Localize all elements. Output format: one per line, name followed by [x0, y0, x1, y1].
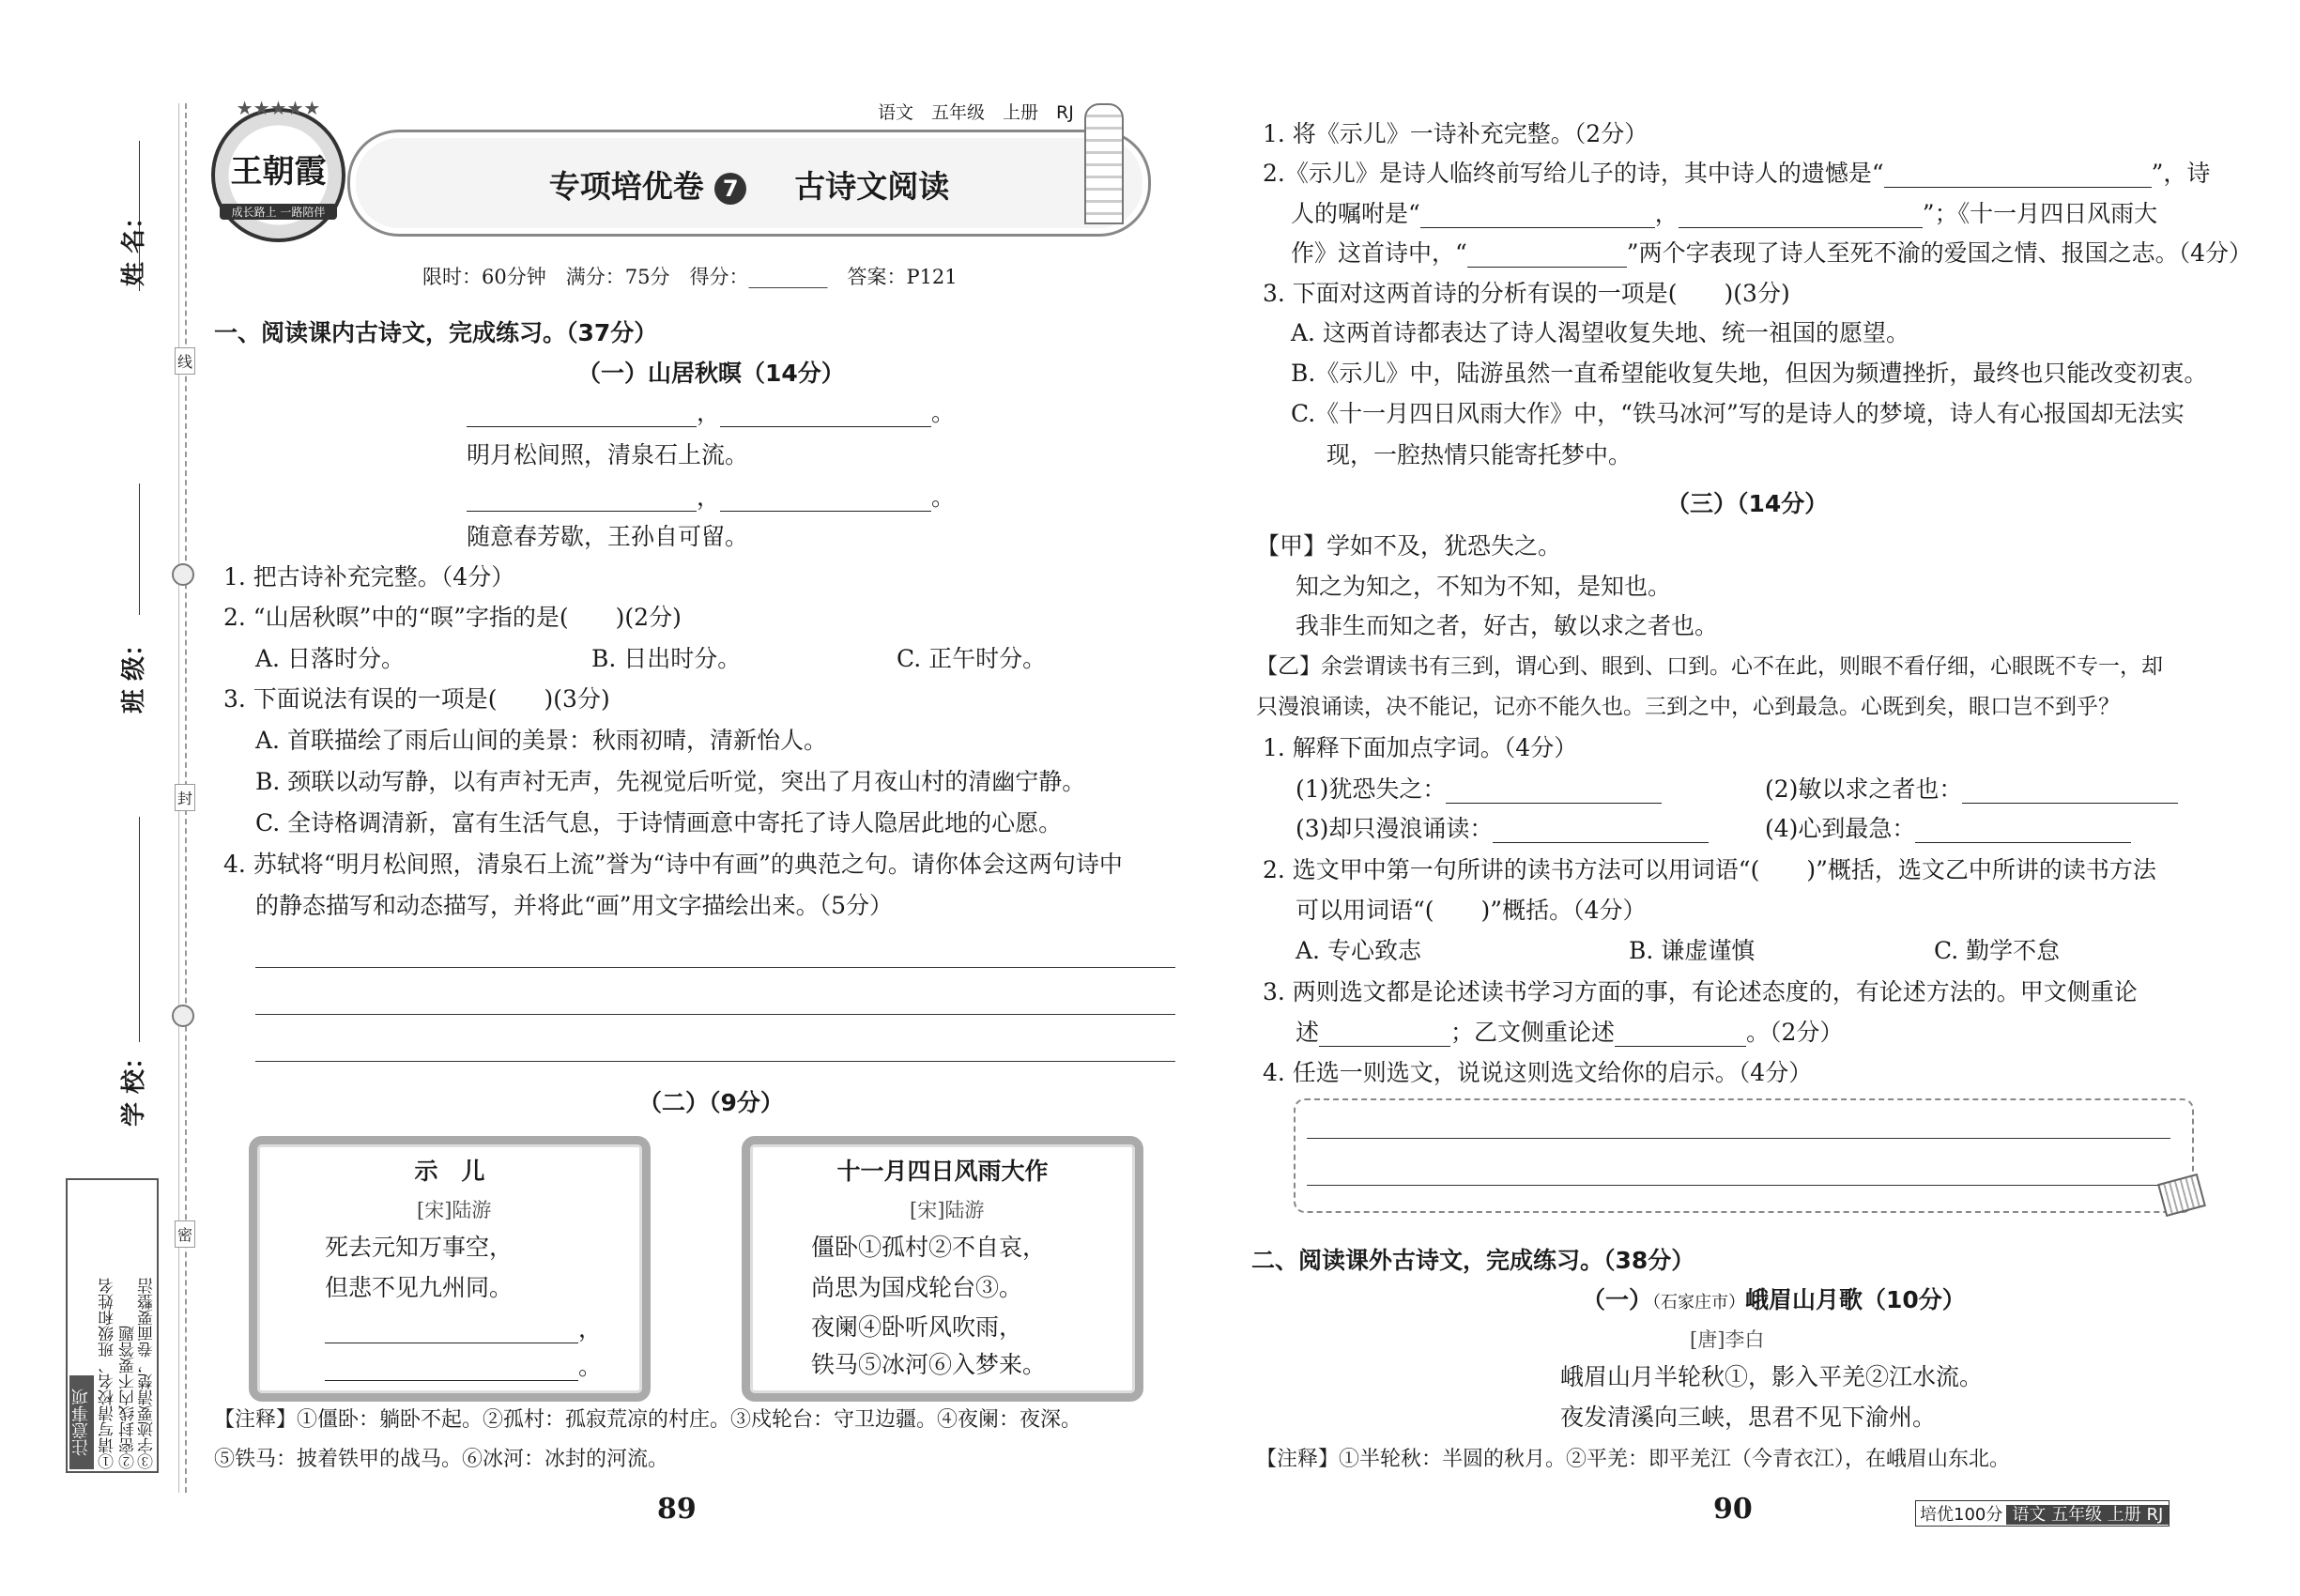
s-question-3-line1: 3. 两则选文都是论述读书学习方面的事，有论述态度的，有论述方法的。甲文侧重论 — [1263, 978, 2138, 1005]
notes-title: 注意事项 — [69, 1375, 94, 1469]
lighthouse-icon — [1084, 103, 1124, 224]
s2-option-b: B. 谦虚谨慎 — [1629, 937, 1756, 964]
cut-mark-xian: 线 — [175, 347, 195, 375]
r-question-2-line1: 2.《示儿》是诗人临终前写给儿子的诗，其中诗人的遗憾是“ ”，诗 — [1263, 160, 2211, 187]
s-question-2-line2: 可以用词语“( )”概括。（4分） — [1296, 897, 1647, 924]
poem-c-line2: 夜发清溪向三峡，思君不见下渝州。 — [1560, 1404, 1937, 1431]
answer-blank[interactable] — [467, 404, 697, 427]
s1-item-1: (1)犹恐失之： — [1296, 775, 1662, 804]
s1-item-2: (2)敏以求之者也： — [1765, 775, 2178, 804]
question-3: 3. 下面说法有误的一项是( )(3分) — [223, 685, 610, 713]
answer-blank[interactable] — [1679, 205, 1923, 228]
r-question-3: 3. 下面对这两首诗的分析有误的一项是( )(3分) — [1263, 280, 1790, 307]
answer-blank[interactable] — [1915, 820, 2131, 843]
logo-text: 王朝霞 — [230, 153, 327, 191]
poem1-line3-blanks: ， 。 — [467, 483, 955, 512]
section-2-heading: 二、阅读课外古诗文，完成练习。（38分） — [1251, 1247, 1695, 1274]
title-number-badge: 7 — [714, 173, 746, 205]
text-yi-1: 【乙】余尝谓读书有三到，谓心到、眼到、口到。心不在此，则眼不看仔细，心眼既不专一，却 — [1256, 654, 2163, 679]
class-label: 班 级： — [120, 631, 148, 714]
answer-blank[interactable] — [1493, 820, 1709, 843]
poem-a-author: [宋]陆游 — [417, 1199, 492, 1221]
text-jia-1: 【甲】学如不及，犹恐失之。 — [1256, 532, 1562, 560]
exam-meta: 限时：60分钟 满分：75分 得分：________ 答案：P121 — [422, 266, 958, 288]
s2-option-a: A. 专心致志 — [1296, 937, 1421, 964]
page-number-right: 90 — [1713, 1493, 1753, 1526]
answer-blank[interactable] — [1420, 205, 1655, 228]
answer-blank[interactable] — [467, 488, 697, 512]
answer-blank[interactable] — [1319, 1023, 1450, 1047]
poem-a-title: 示 儿 — [414, 1158, 485, 1185]
answer-blank[interactable] — [720, 488, 931, 512]
s-question-4: 4. 任选一则选文，说说这则选文给你的启示。（4分） — [1263, 1059, 1813, 1086]
answer-line[interactable] — [255, 1014, 1175, 1015]
poem-a-line2: 但悲不见九州同。 — [325, 1274, 514, 1301]
part-1-title: （一）山居秋暝（14分） — [577, 360, 845, 387]
note-3: ③字迹要清楚，卷面要整洁 — [138, 1278, 157, 1469]
binding-circle-icon — [172, 1005, 194, 1027]
notes-box — [66, 1178, 159, 1473]
poem1-line1-blanks: ， 。 — [467, 399, 955, 427]
footer-info: 语文 五年级 上册 RJ — [2006, 1505, 2169, 1525]
page-number-left: 89 — [657, 1493, 697, 1526]
school-underline — [139, 817, 140, 1042]
logo — [211, 97, 345, 242]
class-underline — [139, 483, 140, 615]
answer-line[interactable] — [255, 1061, 1175, 1062]
text-jia-2: 知之为知之，不知为不知，是知也。 — [1296, 573, 1672, 600]
r3-option-b: B.《示儿》中，陆游虽然一直希望能收复失地，但因为频遭挫折，最终也只能改变初衷。 — [1291, 360, 2208, 387]
cut-mark-feng: 封 — [175, 784, 195, 811]
note-1: ①请写清校名、班级和姓名 — [99, 1278, 117, 1469]
question-1: 1. 把古诗补充完整。（4分） — [223, 563, 515, 591]
answer-line[interactable] — [1307, 1138, 2170, 1139]
part-3-title: （三）（14分） — [1666, 490, 1829, 517]
q3-option-a: A. 首联描绘了雨后山间的美景：秋雨初晴，清新怡人。 — [255, 727, 827, 754]
s2-option-c: C. 勤学不怠 — [1934, 937, 2061, 964]
part-4-title: （一）（石家庄市）峨眉山月歌（10分） — [1582, 1286, 1966, 1313]
footer-brand: 培优100分 — [1920, 1505, 2003, 1525]
poem1-line4: 随意春芳歇，王孙自可留。 — [467, 523, 749, 550]
q2-option-b: B. 日出时分。 — [591, 645, 742, 672]
q3-option-c: C. 全诗格调清新，富有生活气息，于诗情画意中寄托了诗人隐居此地的心愿。 — [255, 809, 1063, 836]
section-1-heading: 一、阅读课内古诗文，完成练习。（37分） — [214, 319, 658, 346]
question-4-line1: 4. 苏轼将“明月松间照，清泉石上流”誉为“诗中有画”的典范之句。请你体会这两句诗中 — [223, 851, 1123, 878]
poem-box-shier — [249, 1136, 651, 1402]
s-question-3-line2: 述 ；乙文侧重论述 。（2分） — [1296, 1019, 1844, 1046]
poem-b-line4: 铁马⑤冰河⑥入梦来。 — [811, 1351, 1047, 1378]
poem-a-blank4: 。 — [325, 1353, 602, 1381]
poem-box-fengyu — [742, 1136, 1143, 1402]
answer-box[interactable] — [1294, 1098, 2194, 1213]
title-main: 专项培优卷 — [548, 168, 704, 205]
cut-mark-mi: 密 — [175, 1220, 195, 1248]
r-question-2-line3: 作》这首诗中，“ ”两个字表现了诗人至死不渝的爱国之情、报国之志。（4分） — [1291, 239, 2252, 267]
title-suffix: 古诗文阅读 — [794, 168, 950, 205]
subject-line: 语文 五年级 上册 RJ — [878, 102, 1074, 123]
text-jia-3: 我非生而知之者，好古，敏以求之者也。 — [1296, 612, 1719, 639]
s-question-1: 1. 解释下面加点字词。（4分） — [1263, 734, 1578, 761]
answer-line[interactable] — [255, 967, 1175, 968]
page-title — [350, 162, 1148, 207]
poem-a-line1: 死去元知万事空， — [325, 1234, 514, 1261]
poem1-line2: 明月松间照，清泉石上流。 — [467, 441, 749, 468]
poem-b-line3: 夜阑④卧听风吹雨， — [811, 1313, 1023, 1341]
footer-badge — [1915, 1500, 2170, 1527]
annotation-line1: 【注释】①僵卧：躺卧不起。②孤村：孤寂荒凉的村庄。③戍轮台：守卫边疆。④夜阑：夜深。 — [214, 1408, 1082, 1432]
answer-line[interactable] — [1307, 1185, 2170, 1186]
r3-option-c-cont: 现，一腔热情只能寄托梦中。 — [1326, 441, 1633, 468]
annotation-line2: ⑤铁马：披着铁甲的战马。⑥冰河：冰封的河流。 — [214, 1448, 669, 1471]
s-question-2-line1: 2. 选文甲中第一句所讲的读书方法可以用词语“( )”概括，选文乙中所讲的读书方法 — [1263, 856, 2156, 883]
name-label: 姓 名： — [120, 204, 148, 286]
r-question-1: 1. 将《示儿》一诗补充完整。（2分） — [1263, 120, 1648, 147]
binding-circle-icon — [172, 563, 194, 586]
q2-option-c: C. 正午时分。 — [897, 645, 1047, 672]
answer-blank[interactable] — [1446, 780, 1662, 804]
poem-b-line1: 僵卧①孤村②不自哀， — [811, 1234, 1047, 1261]
answer-blank[interactable] — [1615, 1023, 1746, 1047]
part-2-title: （二）（9分） — [638, 1089, 784, 1116]
logo-sub: 成长路上 一路陪伴 — [220, 204, 337, 220]
question-2: 2. “山居秋暝”中的“暝”字指的是( )(2分) — [223, 604, 682, 631]
title-banner — [347, 130, 1151, 237]
poem-c-author: [唐]李白 — [1690, 1328, 1765, 1351]
logo-stars-icon: ★★★★★ — [236, 97, 321, 119]
answer-blank[interactable] — [1884, 164, 2152, 188]
poem-a-blank3: ， — [325, 1315, 602, 1343]
answer-blank[interactable] — [1962, 780, 2178, 804]
answer-blank[interactable] — [1467, 244, 1627, 268]
r3-option-a: A. 这两首诗都表达了诗人渴望收复失地、统一祖国的愿望。 — [1291, 319, 1909, 346]
question-4-line2: 的静态描写和动态描写，并将此“画”用文字描绘出来。（5分） — [255, 892, 893, 919]
poem-c-line1: 峨眉山月半轮秋①，影入平羌②江水流。 — [1560, 1363, 1984, 1390]
answer-blank[interactable] — [720, 404, 931, 427]
s1-item-4: (4)心到最急： — [1765, 815, 2131, 843]
annotation-right: 【注释】①半轮秋：半圆的秋月。②平羌：即平羌江（今青衣江），在峨眉山东北。 — [1256, 1448, 2011, 1471]
q2-option-a: A. 日落时分。 — [255, 645, 405, 672]
s1-item-3: (3)却只漫浪诵读： — [1296, 815, 1709, 843]
answer-blank[interactable] — [325, 1358, 578, 1381]
r-question-2-line2: 人的嘱咐是“ ， ”；《十一月四日风雨大 — [1291, 200, 2158, 227]
r3-option-c: C.《十一月四日风雨大作》中，“铁马冰河”写的是诗人的梦境，诗人有心报国却无法实 — [1291, 400, 2185, 427]
note-2: ②密封线内不要答题 — [119, 1326, 138, 1469]
poem-b-line2: 尚思为国戍轮台③。 — [811, 1274, 1023, 1301]
poem-b-title: 十一月四日风雨大作 — [836, 1158, 1049, 1185]
text-yi-2: 只漫浪诵读，决不能记，记亦不能久也。三到之中，心到最急。心既到矣，眼口岂不到乎？ — [1256, 695, 2120, 719]
school-label: 学 校： — [120, 1044, 148, 1127]
q3-option-b: B. 颈联以动写静，以有声衬无声，先视觉后听觉，突出了月夜山村的清幽宁静。 — [255, 768, 1086, 795]
answer-blank[interactable] — [325, 1320, 578, 1343]
poem-b-author: [宋]陆游 — [910, 1199, 985, 1221]
